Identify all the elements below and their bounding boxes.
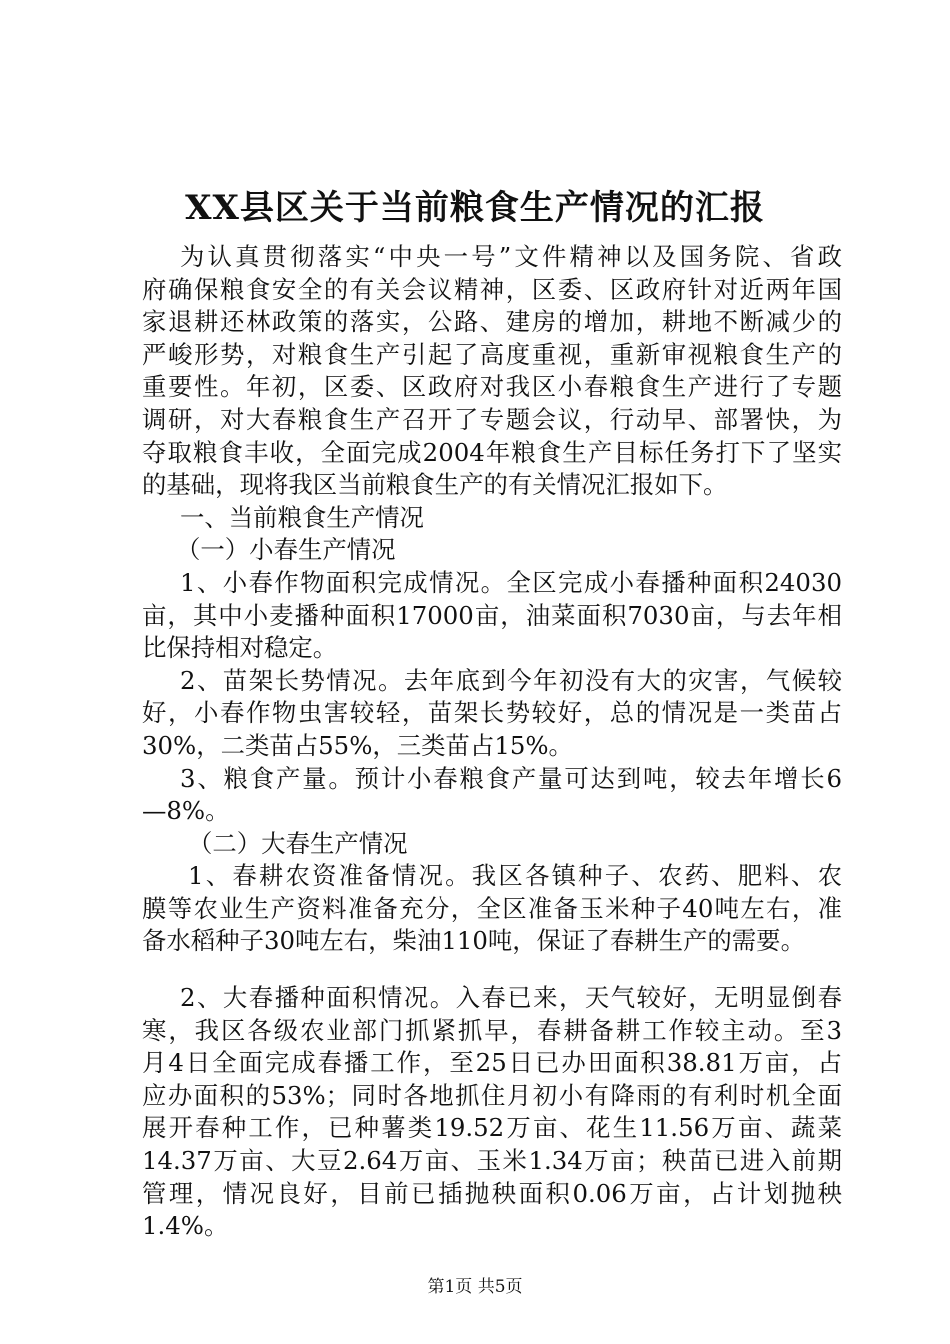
paragraph-line: 2、大春播种面积情况。入春已来，天气较好，无明显倒春: [180, 983, 842, 1013]
paragraph-line: 重要性。年初，区委、区政府对我区小春粮食生产进行了专题: [142, 372, 842, 402]
paragraph-line: 应办面积的53%；同时各地抓住月初小有降雨的有利时机全面: [142, 1080, 842, 1110]
paragraph-line: 比保持相对稳定。: [142, 633, 338, 663]
paragraph-line: 管理，情况良好，目前已插抛秧面积0.06万亩，占计划抛秧: [142, 1178, 842, 1208]
paragraph-line: —8%。: [142, 796, 230, 826]
section-heading: 一、当前粮食生产情况: [180, 502, 424, 532]
paragraph-line: 备水稻种子30吨左右，柴油110吨，保证了春耕生产的需要。: [142, 926, 805, 956]
paragraph-line: 1.4%。: [142, 1211, 229, 1241]
paragraph-gap: [142, 958, 842, 982]
paragraph-line: 14.37万亩、大豆2.64万亩、玉米1.34万亩；秧苗已进入前期: [142, 1146, 842, 1176]
paragraph-line: 府确保粮食安全的有关会议精神，区委、区政府针对近两年国: [142, 274, 842, 304]
page-number-footer: 第1页 共5页: [427, 1277, 523, 1297]
paragraph-line: 1、小春作物面积完成情况。全区完成小春播种面积24030: [180, 567, 842, 597]
paragraph-line: 展开春种工作，已种薯类19.52万亩、花生11.56万亩、蔬菜: [142, 1113, 842, 1143]
paragraph-line: 调研，对大春粮食生产召开了专题会议，行动早、部署快，为: [142, 404, 842, 434]
paragraph-line: 夺取粮食丰收，全面完成2004年粮食生产目标任务打下了坚实: [142, 437, 842, 467]
document-body: [142, 241, 842, 1243]
paragraph-line: 2、苗架长势情况。去年底到今年初没有大的灾害，气候较: [180, 665, 842, 695]
subsection-heading: （二）大春生产情况: [188, 828, 408, 858]
paragraph-line: 的基础，现将我区当前粮食生产的有关情况汇报如下。: [142, 470, 728, 500]
paragraph-line: 30%，二类苗占55%，三类苗占15%。: [142, 730, 573, 760]
paragraph-line: 月4日全面完成春播工作，至25日已办田面积38.81万亩，占: [142, 1048, 842, 1078]
paragraph-line: 3、粮食产量。预计小春粮食产量可达到吨，较去年增长6: [180, 763, 842, 793]
paragraph-line: 好，小春作物虫害较轻，苗架长势较好，总的情况是一类苗占: [142, 698, 842, 728]
paragraph-line: 亩，其中小麦播种面积17000亩，油菜面积7030亩，与去年相: [142, 600, 842, 630]
paragraph-line: 家退耕还林政策的落实，公路、建房的增加，耕地不断减少的: [142, 307, 842, 337]
paragraph-line: 寒，我区各级农业部门抓紧抓早，春耕备耕工作较主动。至3: [142, 1015, 842, 1045]
paragraph-line: 为认真贯彻落实“中央一号”文件精神以及国务院、省政: [180, 242, 842, 271]
paragraph-line: 严峻形势，对粮食生产引起了高度重视，重新审视粮食生产的: [142, 339, 842, 369]
paragraph-line: 膜等农业生产资料准备充分，全区准备玉米种子40吨左右，准: [142, 893, 842, 923]
paragraph-line: 1、春耕农资准备情况。我区各镇种子、农药、肥料、农: [188, 861, 842, 891]
document-title: XX县区关于当前粮食生产情况的汇报: [185, 188, 765, 228]
subsection-heading: （一）小春生产情况: [176, 535, 396, 565]
